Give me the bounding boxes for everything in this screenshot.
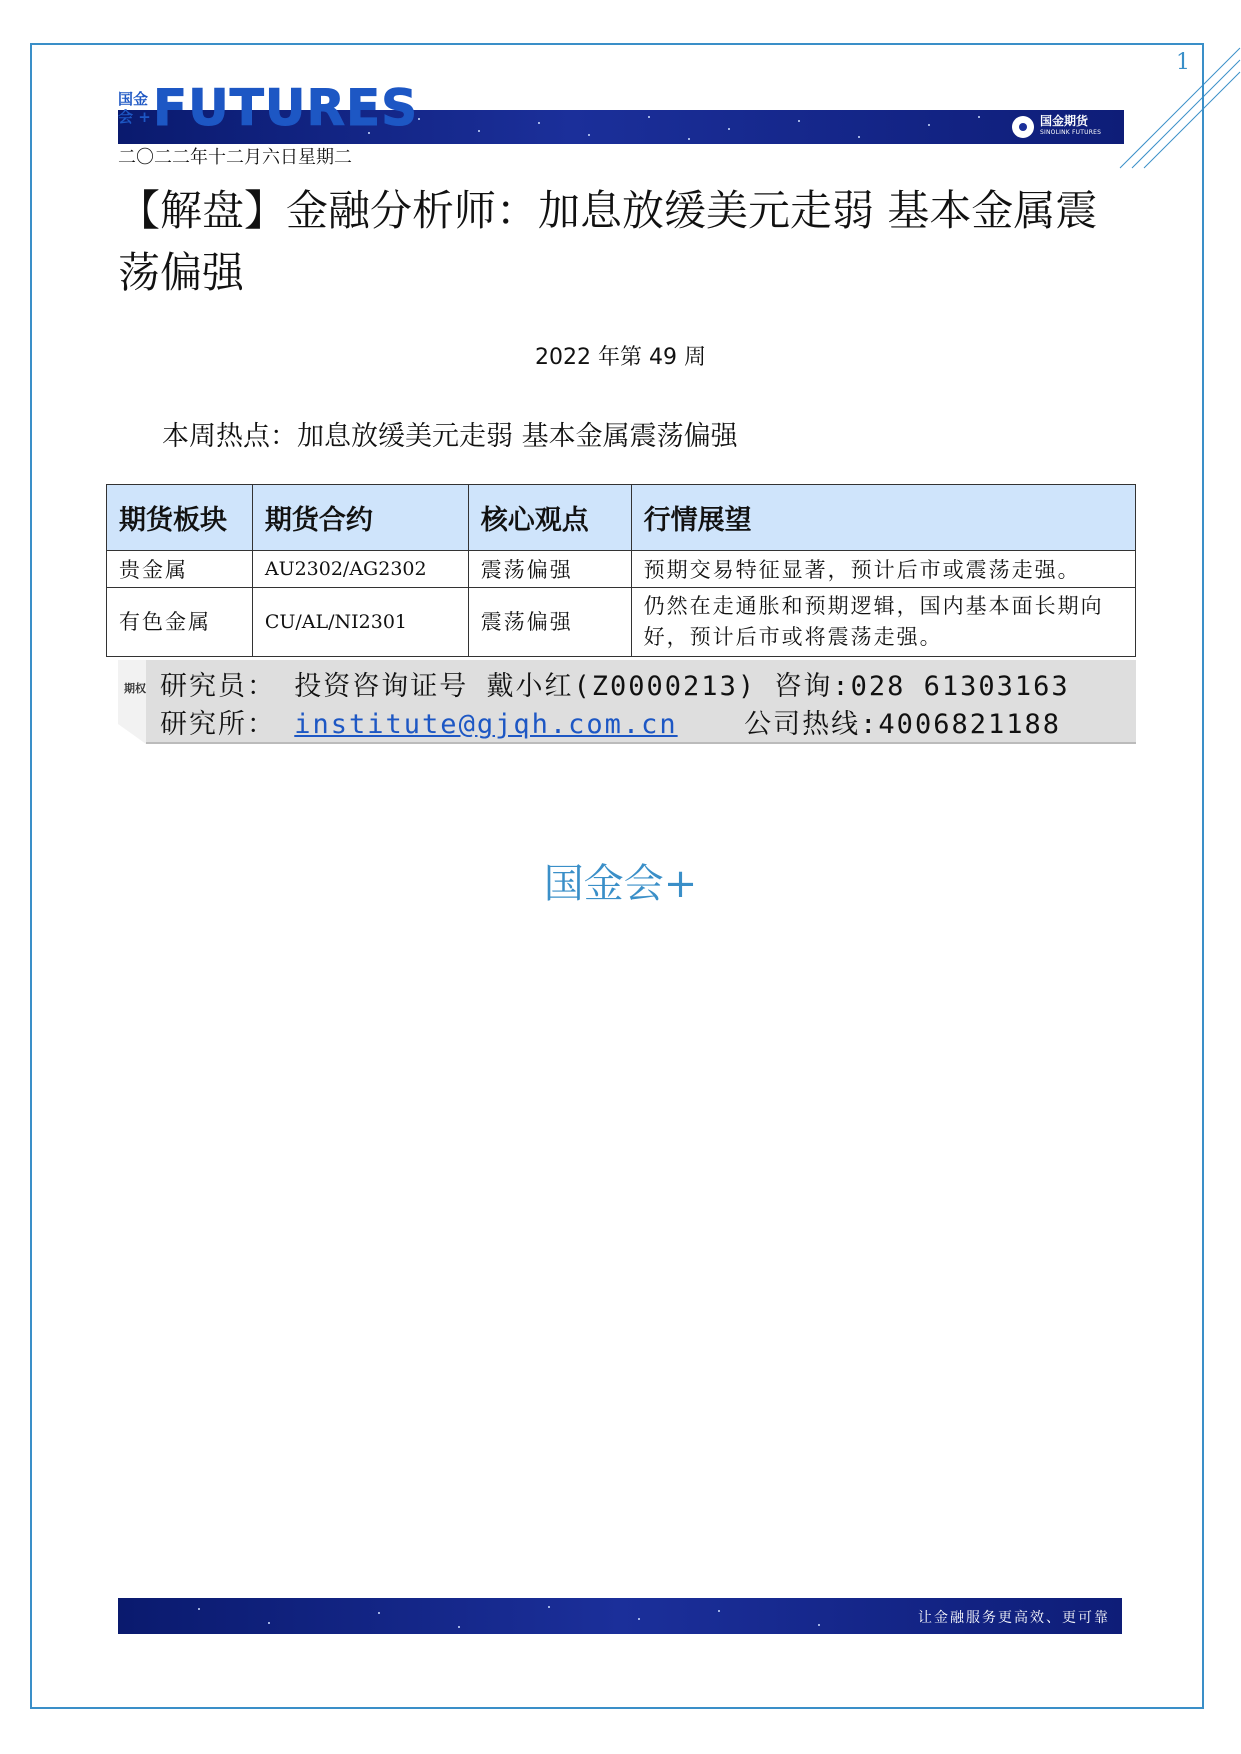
table-row <box>107 551 1136 588</box>
issue-date: 二〇二二年十二月六日星期二 <box>118 147 352 168</box>
researcher-info: 投资咨询证号 戴小红(Z0000213) 咨询:028 61303163 <box>294 671 1070 702</box>
corner-decoration <box>1118 38 1241 178</box>
institute-email-link[interactable]: institute@gjqh.com.cn <box>294 709 678 740</box>
contact-box <box>118 660 1136 744</box>
week-label: 2022 年第 49 周 <box>535 345 706 370</box>
footer-slogan: 让金融服务更高效、更可靠 <box>918 1610 1110 1626</box>
company-name-en: SINOLINK FUTURES <box>1040 129 1102 136</box>
article-title: 【解盘】金融分析师：加息放缓美元走弱 基本金属震荡偏强 <box>118 186 1098 297</box>
table-cell: CU/AL/NI2301 <box>252 588 468 657</box>
researcher-line <box>160 664 1070 703</box>
hot-topic: 本周热点：加息放缓美元走弱 基本金属震荡偏强 <box>162 421 738 452</box>
table-cell: 预期交易特征显著，预计后市或震荡走强。 <box>631 551 1135 588</box>
column-header: 期货合约 <box>252 485 468 551</box>
footer-banner <box>118 1598 1122 1634</box>
contact-tag-label: 期权 <box>124 682 146 695</box>
column-header: 核心观点 <box>468 485 631 551</box>
table-header-row <box>107 485 1136 551</box>
company-hotline: 公司热线:4006821188 <box>744 709 1061 740</box>
table-row <box>107 588 1136 657</box>
institute-line <box>160 702 1061 741</box>
table-cell: AU2302/AG2302 <box>252 551 468 588</box>
company-logo <box>1012 114 1101 140</box>
table-cell: 震荡偏强 <box>468 588 631 657</box>
contact-tag <box>118 660 146 744</box>
institute-label: 研究所： <box>160 709 276 740</box>
logo-cn: 国金 会 + <box>118 90 151 126</box>
page-number: 1 <box>1176 50 1190 75</box>
table-cell: 仍然在走通胀和预期逻辑，国内基本面长期向好，预计后市或将震荡走强。 <box>631 588 1135 657</box>
outlook-table <box>106 484 1136 657</box>
column-header: 期货板块 <box>107 485 253 551</box>
company-name-cn: 国金期货 <box>1040 114 1089 128</box>
column-header: 行情展望 <box>631 485 1135 551</box>
table-cell: 贵金属 <box>107 551 253 588</box>
table-cell: 震荡偏强 <box>468 551 631 588</box>
logo-futures: FUTURES <box>153 79 419 137</box>
brand-name: 国金会+ <box>543 861 698 907</box>
company-logo-icon <box>1012 116 1034 138</box>
researcher-label: 研究员： <box>160 671 276 702</box>
table-cell: 有色金属 <box>107 588 253 657</box>
